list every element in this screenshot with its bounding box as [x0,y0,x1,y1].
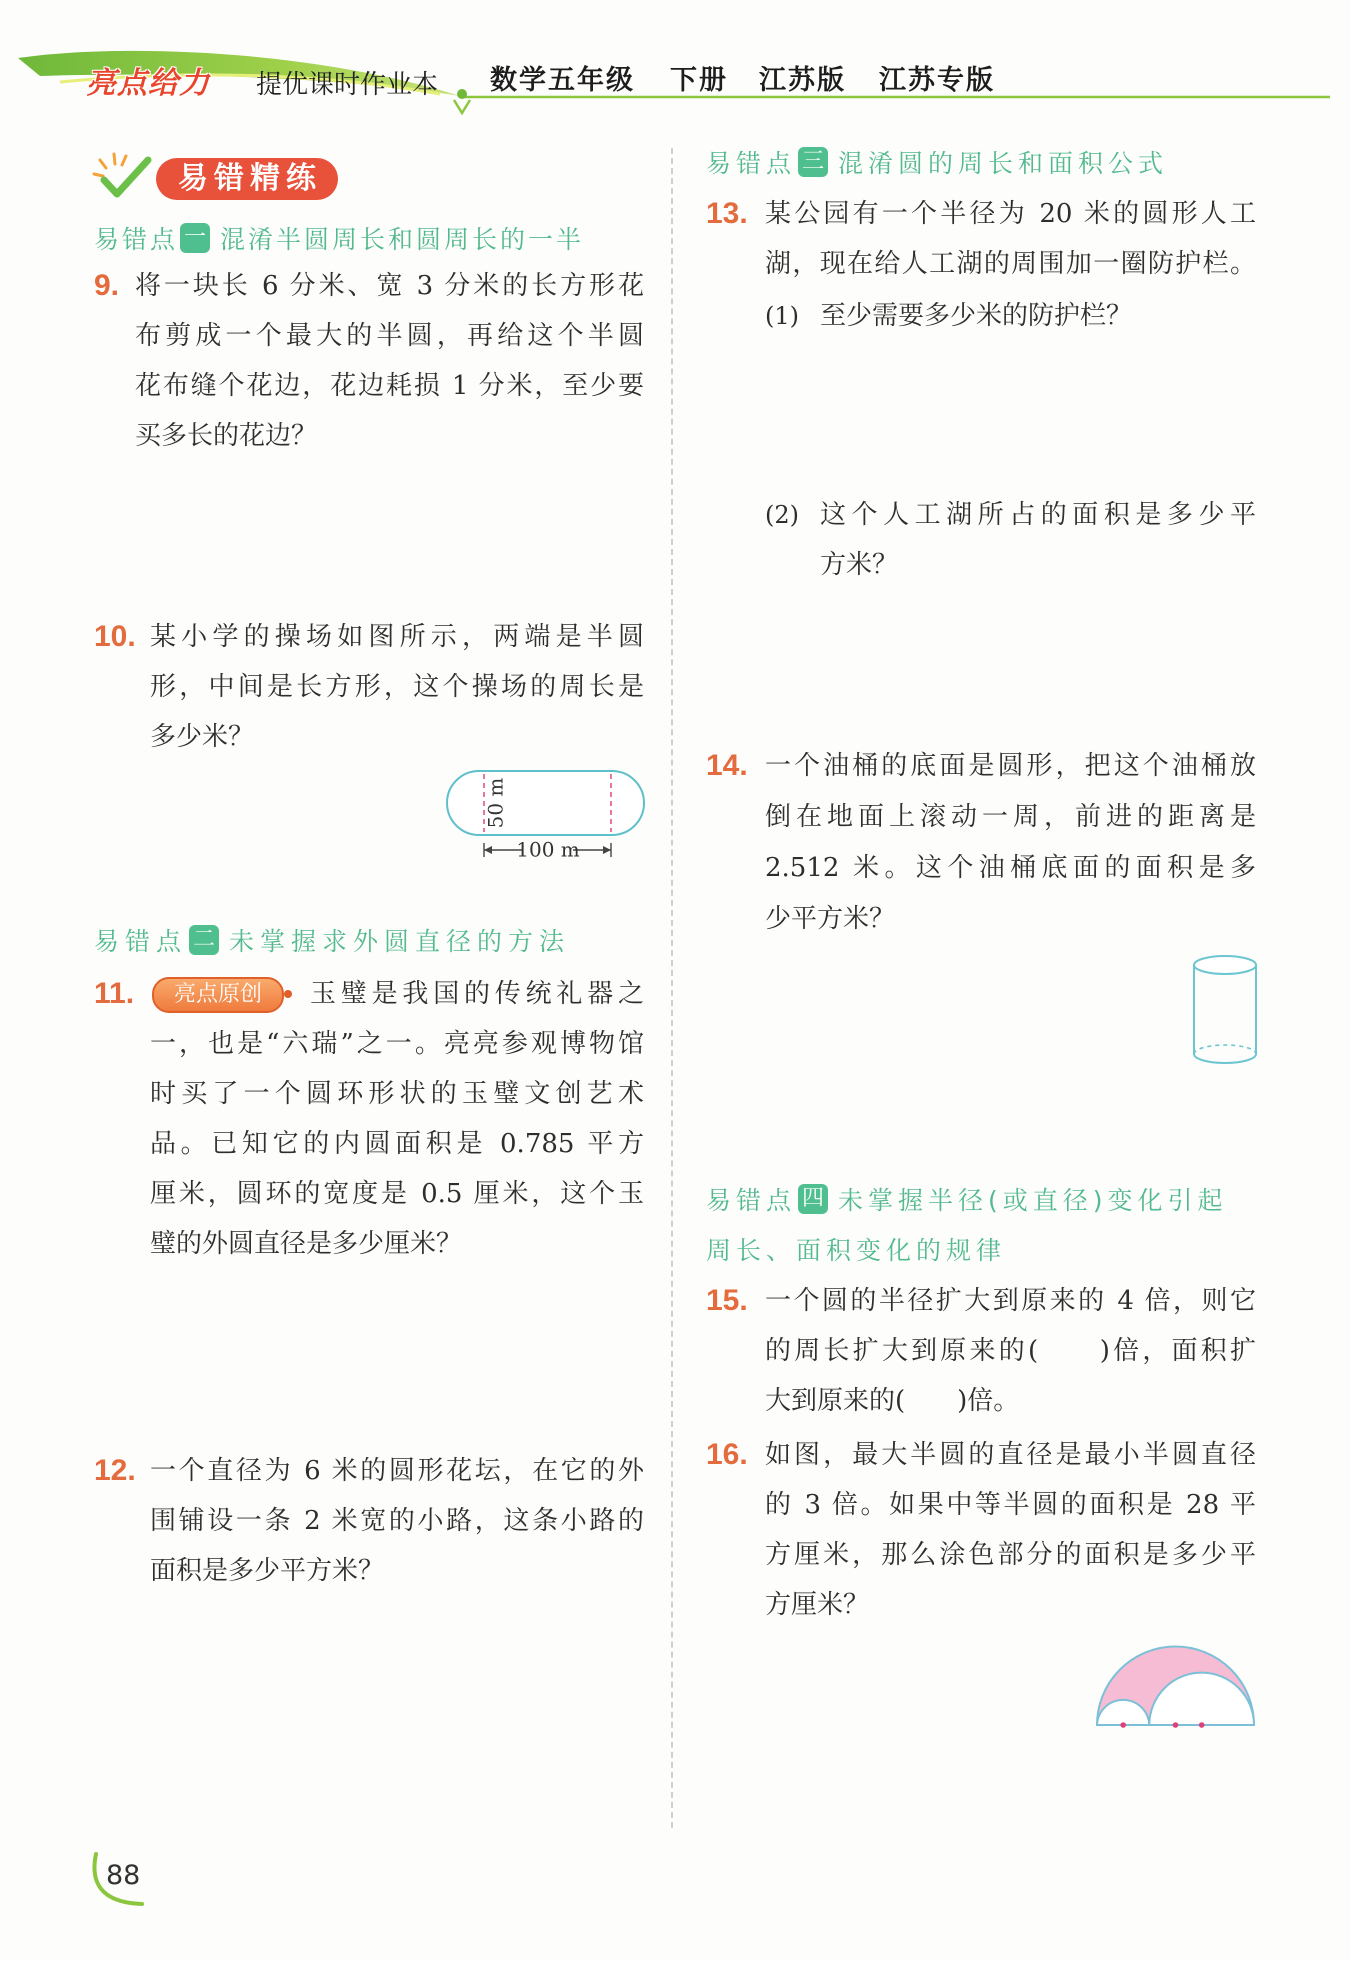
topic-title: 周长、面积变化的规律 [706,1236,1007,1265]
check-mark-icon [90,152,154,204]
brand-logo: 亮点给力 [86,66,210,101]
topic-number-badge: 四 [798,1184,828,1214]
problem-line: 方厘米，那么涂色部分的面积是多少平 [765,1540,1256,1570]
playground-figure [440,765,652,865]
length-label: 100 m [516,837,580,862]
problem-line: 买多长的花边？ [135,421,318,451]
problem-line: 一个直径为 6 米的圆形花坛，在它的外 [150,1456,644,1486]
problem-9-text [135,261,644,461]
topic-title: 混淆圆的周长和面积公式 [838,149,1169,178]
problem-line: 将一块长 6 分米、宽 3 分米的长方形花 [135,271,644,301]
problem-line: 围铺设一条 2 米宽的小路，这条小路的 [150,1506,644,1536]
problem-number: 9. [94,269,120,302]
topic-heading-2 [94,922,570,958]
problem-line: 面积是多少平方米？ [150,1556,385,1586]
semicircles-figure [1090,1636,1262,1736]
series-title: 提优课时作业本 [256,70,439,100]
problem-line: 湖，现在给人工湖的周围加一圈防护栏。 [765,249,1256,279]
problem-line: 一个圆的半径扩大到原来的 4 倍，则它 [765,1286,1256,1316]
page-number: 88 [106,1860,141,1891]
subquestion-label: (2) [765,501,799,529]
problem-line: 倒在地面上滚动一周，前进的距离是 [765,802,1256,832]
topic-title: 未掌握半径(或直径)变化引起 [838,1186,1228,1215]
topic-prefix: 易错点 [94,225,179,254]
subquestion-1-text [820,291,1256,341]
problem-number: 13. [706,197,748,230]
problem-13-text [765,189,1256,289]
problem-line: 某公园有一个半径为 20 米的圆形人工 [765,199,1256,229]
subquestion-label: (1) [765,302,799,330]
problem-14-text [765,741,1256,945]
oil-drum-cylinder-figure [1188,950,1264,1070]
original-badge: 亮点原创 [152,977,284,1013]
problem-11-first-line [310,969,644,1019]
volume-label: 下册 [670,65,728,96]
problem-line: 一，也是“六瑞”之一。亮亮参观博物馆 [150,1029,644,1059]
problem-16-text [765,1430,1256,1630]
topic-number-badge: 三 [798,147,828,177]
problem-11-text [150,1019,644,1269]
problem-line: 多少米？ [150,722,255,752]
problem-line: 厘米，圆环的宽度是 0.5 厘米，这个玉 [150,1179,644,1209]
problem-number: 15. [706,1284,748,1317]
topic-prefix: 易错点 [706,149,797,178]
problem-line: 大到原来的( )倍。 [765,1386,1020,1416]
problem-line: 璧的外圆直径是多少厘米？ [150,1229,463,1259]
problem-line: 少平方米？ [765,904,896,934]
topic-number-badge: 一 [180,223,210,253]
problem-line: 2.512 米。这个油桶底面的面积是多 [765,853,1256,883]
problem-line: 布剪成一个最大的半圆，再给这个半圆 [135,321,644,351]
topic-heading-3 [706,144,1168,180]
problem-line: 至少需要多少米的防护栏？ [820,301,1133,331]
problem-15-text [765,1276,1256,1426]
badge-pointer-icon [284,990,292,998]
problem-number: 10. [94,620,136,653]
topic-prefix: 易错点 [94,927,188,956]
topic-heading-4 [706,1181,1228,1217]
problem-line: 的 3 倍。如果中等半圆的面积是 28 平 [765,1490,1256,1520]
topic-heading-1 [94,220,584,256]
special-edition-label: 江苏专版 [879,65,995,96]
problem-line: 的周长扩大到原来的( )倍，面积扩 [765,1336,1256,1366]
problem-line: 品。已知它的内圆面积是 0.785 平方 [150,1129,644,1159]
problem-line: 花布缝个花边，花边耗损 1 分米，至少要 [135,371,644,401]
column-divider [671,148,673,1828]
problem-line: 方米？ [820,550,899,580]
problem-line: 如图，最大半圆的直径是最小半圆直径 [765,1440,1256,1470]
problem-line: 一个油桶的底面是圆形，把这个油桶放 [765,751,1256,781]
problem-line: 这个人工湖所占的面积是多少平 [820,500,1256,530]
topic-number-badge: 二 [189,925,219,955]
problem-number: 16. [706,1438,748,1471]
topic-title: 混淆半圆周长和圆周长的一半 [220,225,585,254]
problem-number: 14. [706,749,748,782]
problem-line: 玉璧是我国的传统礼器之 [310,979,644,1009]
problem-line: 时买了一个圆环形状的玉璧文创艺术 [150,1079,644,1109]
problem-line: 方厘米？ [765,1590,870,1620]
section-title: 易错精练 [156,158,338,200]
subject-grade: 数学五年级 [490,65,635,96]
problem-10-text [150,612,644,762]
edition-label: 江苏版 [759,65,846,96]
problem-number: 12. [94,1454,136,1487]
subquestion-2-text [820,490,1256,590]
width-label: 50 m [483,777,508,829]
problem-12-text [150,1446,644,1596]
topic-title: 未掌握求外圆直径的方法 [229,927,571,956]
problem-line: 某小学的操场如图所示，两端是半圆 [150,622,644,652]
topic-heading-4-continued [706,1231,1006,1267]
problem-number: 11. [94,977,135,1010]
problem-line: 形，中间是长方形，这个操场的周长是 [150,672,644,702]
topic-prefix: 易错点 [706,1186,797,1215]
